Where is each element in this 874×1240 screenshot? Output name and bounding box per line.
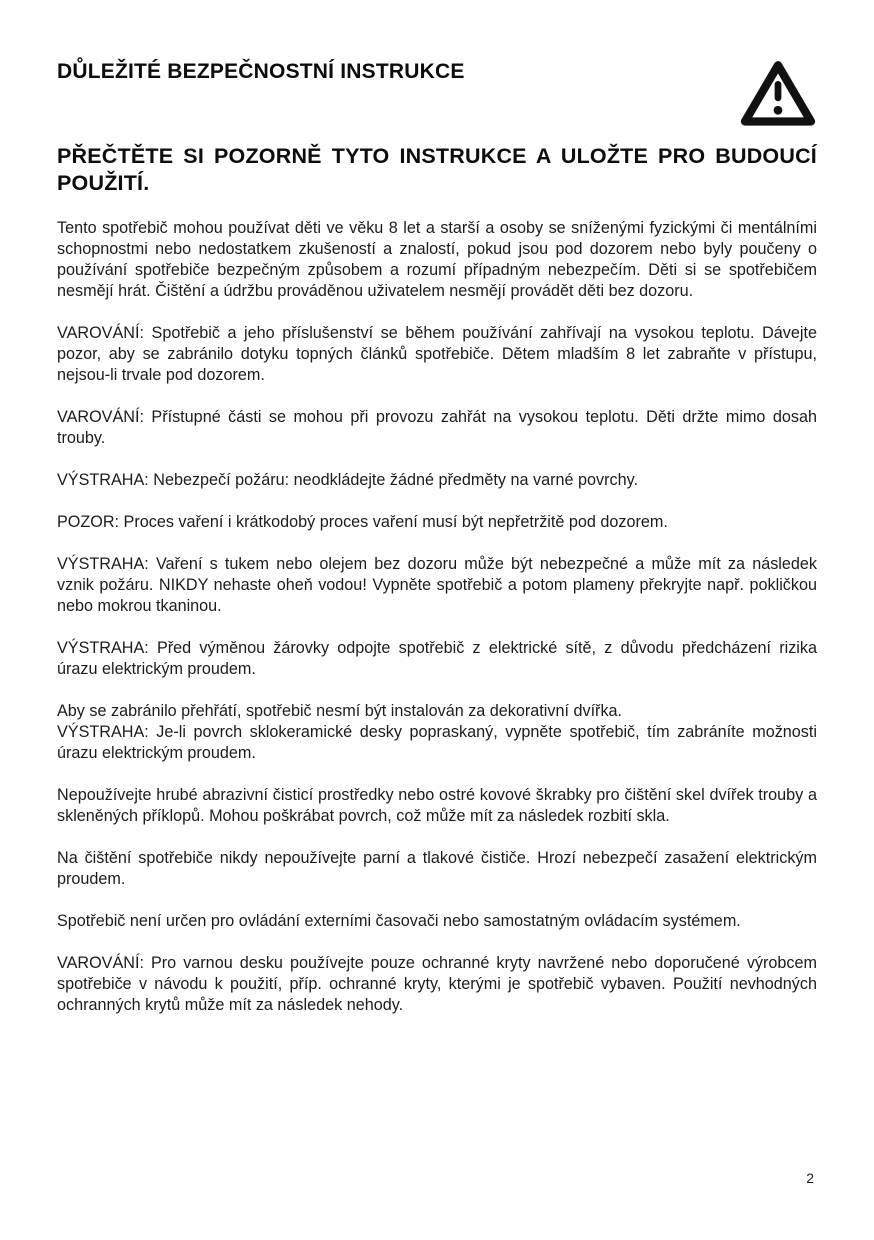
- document-body: [57, 218, 817, 1016]
- paragraph-usage-children: Tento spotřebič mohou používat děti ve věku 8 let a starší a osoby se sníženými fyzickými či mentálními schopnostmi nebo nedostatkem zkušeností a znalostí, pokud jsou pod dozorem nebo byly poučeny o používání spotřebiče bezpečným způsobem a rozumí případným nebezpečím. Děti si se spotřebičem nesmějí hrát. Čištění a údržbu prováděnou uživatelem nesmějí provádět děti bez dozoru.: [57, 219, 817, 300]
- paragraph-abrasive-cleaners: Nepoužívejte hrubé abrazivní čisticí prostředky nebo ostré kovové škrabky pro čištění skel dvířek trouby a skleněných příklopů. Mohou poškrábat povrch, což může mít za následek rozbití skla.: [57, 786, 817, 825]
- paragraph-caution-fire-risk: VÝSTRAHA: Nebezpečí požáru: neodkládejte žádné předměty na varné povrchy.: [57, 471, 638, 489]
- paragraph-warning-hob-guards: VAROVÁNÍ: Pro varnou desku používejte pouze ochranné kryty navržené nebo doporučené výrobcem spotřebiče v návodu k použití, příp. ochranné kryty, kterými je spotřebič vybaven. Použití nevhodných ochranných krytů může mít za následek nehody.: [57, 954, 817, 1014]
- paragraph-caution-fat-oil: VÝSTRAHA: Vaření s tukem nebo olejem bez dozoru může být nebezpečné a může mít za následek vznik požáru. NIKDY nehaste oheň vodou! Vypněte spotřebič a potom plameny překryjte např. pokličkou nebo mokrou tkaninou.: [57, 555, 817, 615]
- paragraph-warning-hot-surface: VAROVÁNÍ: Spotřebič a jeho příslušenství se během používání zahřívají na vysokou teplotu. Dávejte pozor, aby se zabránilo dotyku topných článků spotřebiče. Dětem mladším 8 let zabraňte v přístupu, nejsou-li trvale pod dozorem.: [57, 324, 817, 384]
- warning-triangle-icon: [739, 58, 817, 128]
- document-subtitle: PŘEČTĚTE SI POZORNĚ TYTO INSTRUKCE A ULOŽTE PRO BUDOUCÍ POUŽITÍ.: [57, 144, 817, 195]
- paragraph-warning-accessible-parts: VAROVÁNÍ: Přístupné části se mohou při provozu zahřát na vysokou teplotu. Děti držte mimo dosah trouby.: [57, 408, 817, 447]
- paragraph-decorative-door: Aby se zabránilo přehřátí, spotřebič nesmí být instalován za dekorativní dvířka.: [57, 702, 623, 720]
- page-number: 2: [806, 1170, 814, 1186]
- paragraph-caution-lamp-replacement: VÝSTRAHA: Před výměnou žárovky odpojte spotřebič z elektrické sítě, z důvodu předcházení rizika úrazu elektrickým proudem.: [57, 639, 817, 678]
- paragraph-steam-cleaners: Na čištění spotřebiče nikdy nepoužívejte parní a tlakové čističe. Hrozí nebezpečí zasažení elektrickým proudem.: [57, 849, 817, 888]
- paragraph-attention-cooking: POZOR: Proces vaření i krátkodobý proces vaření musí být nepřetržitě pod dozorem.: [57, 513, 668, 531]
- paragraph-caution-cracked-surface: VÝSTRAHA: Je-li povrch sklokeramické desky popraskaný, vypněte spotřebič, tím zabráníte možnosti úrazu elektrickým proudem.: [57, 723, 817, 762]
- document-header: [57, 58, 817, 128]
- page-title: DŮLEŽITÉ BEZPEČNOSTNÍ INSTRUKCE: [57, 60, 465, 83]
- paragraph-external-timer: Spotřebič není určen pro ovládání externími časovači nebo samostatným ovládacím systémem.: [57, 912, 741, 930]
